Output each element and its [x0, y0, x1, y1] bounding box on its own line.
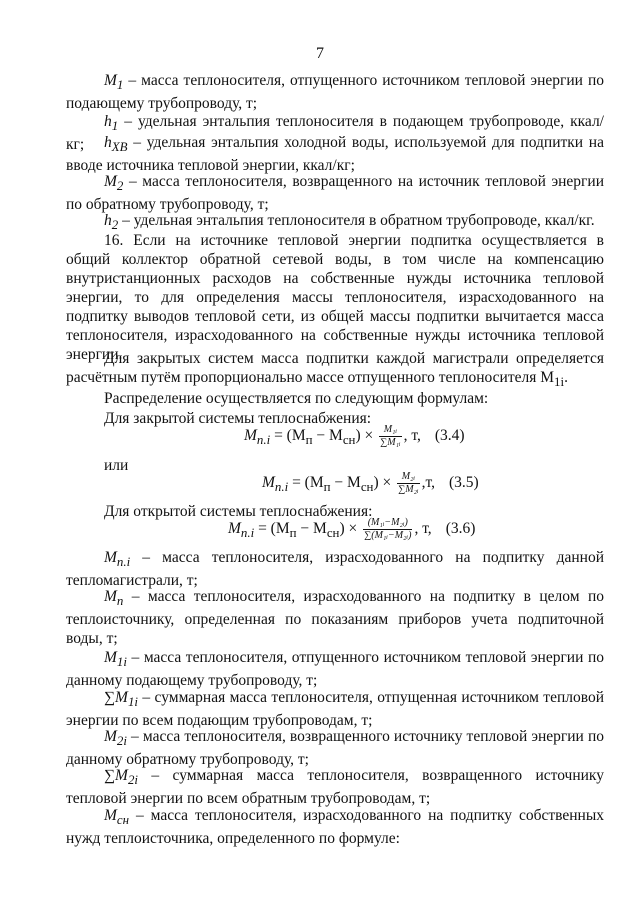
definition-mpi: $M_{п.i}$ – масса теплоносителя, израсходованного на подпитку данной тепломагистрали, т; [66, 549, 604, 590]
definition-m2: $M_2$ – масса теплоносителя, возвращенного на источник тепловой энергии по обратному трубопроводу, т; [66, 173, 604, 214]
paragraph-distribution: Распределение осуществляется по следующим формулам: [104, 390, 489, 407]
definition-sum-m2i: $\sum M_{2i}$ – суммарная масса теплоносителя, возвращенного источнику тепловой энергии по всем обратным трубопроводам, т; [66, 767, 604, 808]
label-open-system: Для открытой системы теплоснабжения: [104, 503, 373, 520]
label-closed-system: Для закрытой системы теплоснабжения: [104, 410, 372, 427]
definition-h1: $h_1$ – удельная энтальпия теплоносителя в подающем трубопроводе, ккал/кг; [66, 113, 604, 154]
definition-m1: $M_1$ – масса теплоносителя, отпущенного источником тепловой энергии по подающему трубопроводу, т; [66, 72, 604, 113]
fraction-3-5: $\frac{\text{M₂ᵢ}}{\text{∑M₂ᵢ}}$ [398, 471, 419, 495]
definition-mp: $M_п$ – масса теплоносителя, израсходованного на подпитку в целом по теплоисточнику, определенная по показаниям приборов учета подпиточной воды, т; [66, 588, 604, 648]
fraction-3-4: $\frac{\text{M₁ᵢ}}{\text{∑M₁ᵢ}}$ [380, 424, 401, 448]
label-or: или [104, 457, 129, 474]
definition-m2i: $M_{2i}$ – масса теплоносителя, возвращенного источнику тепловой энергии по данному обратному трубопроводу, т; [66, 728, 604, 769]
equation-number-3-6: (3.6) [445, 520, 476, 538]
formula-3-6: $M_{п.i} = (M_п - M_{сн})$ × $\frac{\text{(M₁ᵢ−M₂ᵢ)}}{\text{∑(M₁ᵢ−M₂ᵢ)}}$ , т, (3.6) [228, 517, 476, 541]
page-number: 7 [316, 45, 324, 62]
definition-hxv: $h_{ХВ}$ – удельная энтальпия холодной воды, используемой для подпитки на вводе источника тепловой энергии, ккал/кг; [66, 134, 604, 175]
definition-h2: $h_2$ – удельная энтальпия теплоносителя в обратном трубопроводе, ккал/кг. [104, 212, 595, 233]
paragraph-closed-systems: Для закрытых систем масса подпитки каждой магистрали определяется расчётным путём пропорционально массе отпущенного теплоносителя $M_{1i}$. [66, 350, 604, 390]
equation-number-3-5: (3.5) [449, 474, 479, 492]
definition-m1i: $M_{1i}$ – масса теплоносителя, отпущенного источником тепловой энергии по данному подающему трубопроводу, т; [66, 649, 604, 690]
fraction-3-6: $\frac{\text{(M₁ᵢ−M₂ᵢ)}}{\text{∑(M₁ᵢ−M₂ᵢ)}}$ [364, 517, 412, 541]
definition-sum-m1i: $\sum M_{1i}$ – суммарная масса теплоносителя, отпущенная источником тепловой энергии по всем подающим трубопроводам, т; [66, 689, 604, 730]
equation-number-3-4: (3.4) [434, 427, 465, 445]
formula-3-4: $M_{п.i} = (M_п - M_{сн})$ × $\frac{\text{M₁ᵢ}}{\text{∑M₁ᵢ}}$ , т, (3.4) [244, 424, 465, 448]
definition-msn: $M_{сн}$ – масса теплоносителя, израсходованного на подпитку собственных нужд теплоисточника, определенного по формуле: [66, 807, 604, 848]
paragraph-16: 16. Если на источнике тепловой энергии подпитка осуществляется в общий коллектор обратной сетевой воды, в том числе на компенсацию внутристанционных расходов на собственные нужды источника тепловой энергии, то для определения массы теплоносителя, израсходованного на подпитку выводов тепловой сети, из общей массы подпитки вычитается масса теплоносителя, израсходованного на собственные нужды источника тепловой энергии. [66, 232, 604, 363]
formula-3-5: $M_{п.i} = (M_п - M_{сн})$ × $\frac{\text{M₂ᵢ}}{\text{∑M₂ᵢ}}$ ,т, (3.5) [262, 471, 479, 495]
